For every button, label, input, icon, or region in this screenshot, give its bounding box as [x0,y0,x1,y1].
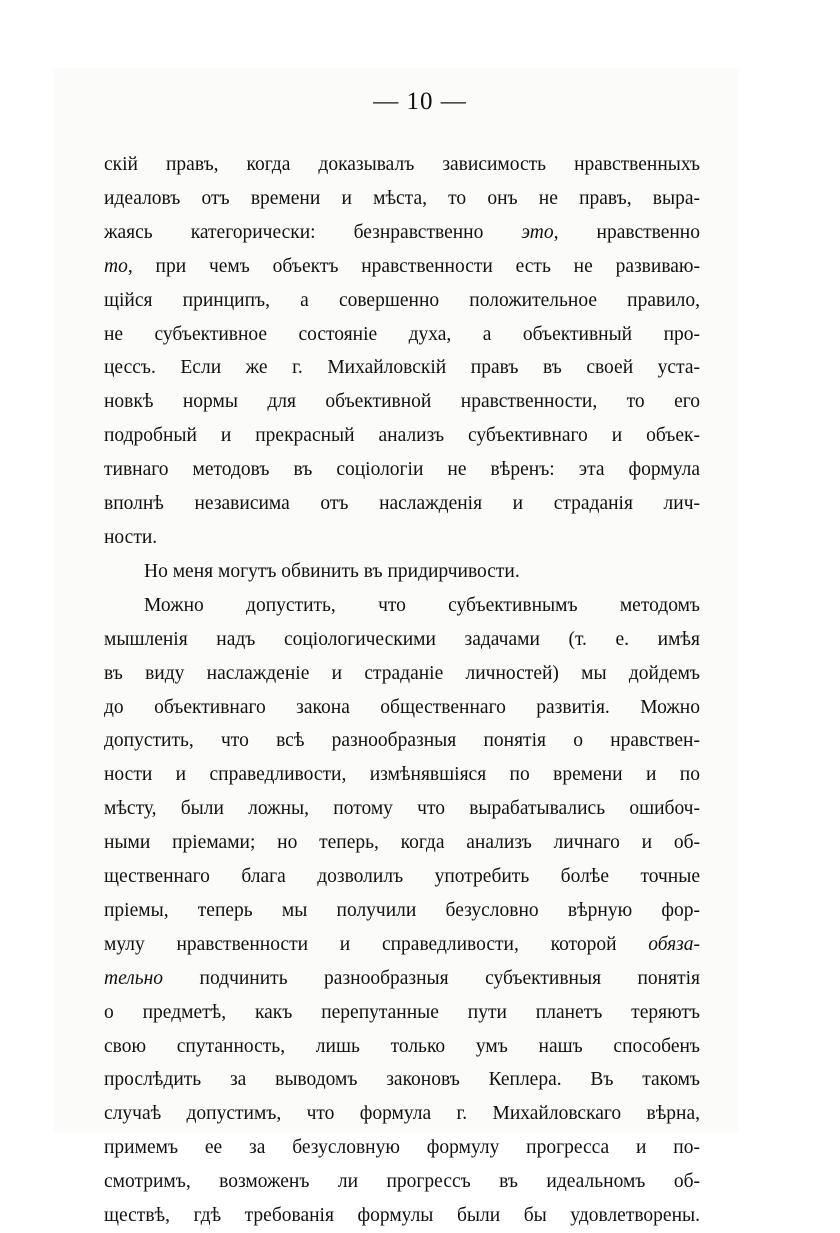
text-line: ности и справедливости, измѣнявшіяся по времени и по [104,764,700,786]
text-line: скій правъ, когда доказывалъ зависимость нравственныхъ [104,154,700,175]
text-line: тивнаго методовъ въ соціологіи не вѣренъ: эта формула [104,459,700,481]
text-line: не субъективное состояніе духа, а объективный про- [104,323,700,345]
italic-word: обяза- [648,933,700,955]
text-line [104,928,700,962]
text-line: щественнаго блага дозволилъ употребить болѣе точные [104,866,700,888]
text-line: смотримъ, возможенъ ли прогрессъ въ идеальномъ об- [104,1171,700,1193]
text-line: примемъ ее за безусловную формулу прогресса и по- [104,1137,700,1159]
text-fragment: , нравственно [553,221,700,243]
paragraph-1 [104,148,700,555]
text-line [104,962,700,996]
text-line: до объективнаго закона общественнаго развитія. Можно [104,696,700,718]
text-line: Можно допустить, что субъективнымъ методомъ [144,594,700,616]
text-line: новкѣ нормы для объективной нравственности, то его [104,391,700,413]
text-line [104,216,700,250]
text-line: въ виду наслажденіе и страданіе личностей) мы дойдемъ [104,662,700,684]
body-text [104,148,700,1233]
text-line: мышленія надъ соціологическими задачами (т. е. имѣя [104,628,700,650]
text-line: Но меня могутъ обвинить въ придирчивости. [144,560,520,582]
text-line: идеаловъ отъ времени и мѣста, то онъ не правъ, выра- [104,187,700,209]
paragraph-3 [104,589,700,1233]
text-fragment: , при чемъ объектъ нравственности есть не развиваю- [127,255,700,277]
text-line: ности. [104,526,158,548]
italic-word: тельно [104,967,164,989]
text-line: пріемы, теперь мы получили безусловно вѣрную фор- [104,899,700,921]
text-line: случаѣ допустимъ, что формула г. Михайловскаго вѣрна, [104,1103,700,1125]
page-number: — 10 — [373,88,467,115]
text-line: допустить, что всѣ разнообразныя понятія о нравствен- [104,730,700,752]
text-line: свою спутанность, лишь только умъ нашъ способенъ [104,1035,700,1057]
italic-word: то [104,255,128,277]
text-line: щійся принципъ, а совершенно положительное правило, [104,289,700,311]
text-line: прослѣдить за выводомъ законовъ Кеплера. Въ такомъ [104,1069,700,1091]
italic-word: это [521,221,554,243]
text-line: мѣсту, были ложны, потому что вырабатывались ошибоч- [104,798,700,820]
paragraph-2 [104,555,700,589]
text-fragment: подчинить разнообразныя субъективныя понятія [163,967,700,989]
text-line [104,250,700,284]
text-line: ществѣ, гдѣ требованія формулы были бы удовлетворены. [104,1205,700,1227]
text-line: подробный и прекрасный анализъ субъективнаго и объек- [104,425,700,447]
text-line: о предметѣ, какъ перепутанные пути планетъ теряютъ [104,1001,700,1023]
text-line: вполнѣ независима отъ наслажденія и страданія лич- [104,493,700,515]
text-fragment: жаясь категорически: безнравственно [104,221,484,243]
text-line: ными пріемами; но теперь, когда анализъ личнаго и об- [104,832,700,854]
text-line: цессъ. Если же г. Михайловскій правъ въ своей уста- [104,357,700,379]
text-fragment: мулу нравственности и справедливости, которой [104,933,617,955]
